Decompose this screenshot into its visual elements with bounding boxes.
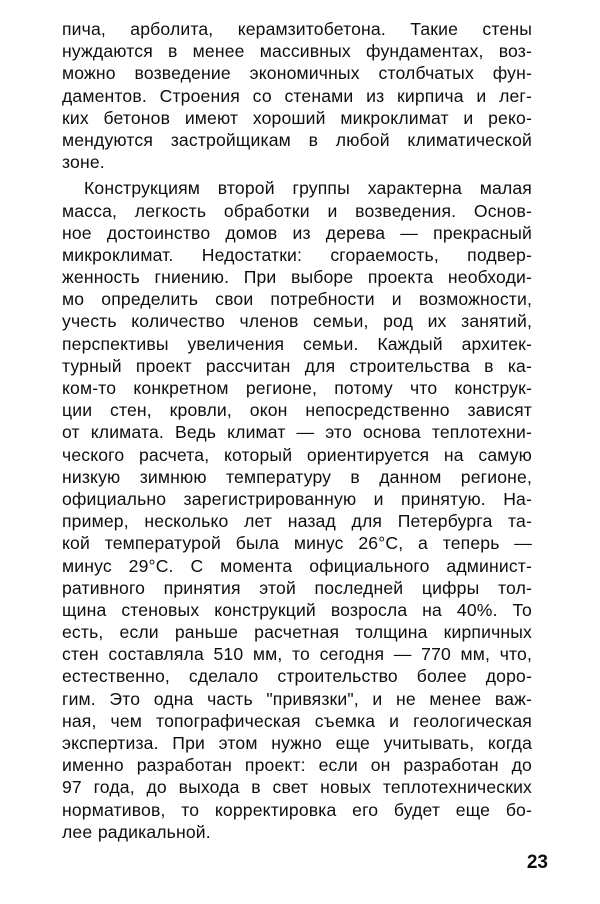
- paragraph-1: [62, 18, 532, 173]
- text-line: ких бетонов имеют хороший микроклимат и реко-: [62, 107, 532, 128]
- text-line: пича, арболита, керамзитобетона. Такие стены: [62, 19, 532, 39]
- text-line: щина стеновых конструкций возросла на 40%. То: [62, 599, 532, 620]
- text-line: кой температурой была минус 26°С, а теперь —: [62, 533, 532, 554]
- text-line: официально зарегистрированную и принятую. На-: [62, 488, 532, 509]
- text-line: экспертиза. При этом нужно еще учитывать, когда: [62, 733, 532, 753]
- text-line: зоне.: [62, 152, 105, 173]
- text-line: ком-то конкретном регионе, потому что конструк-: [62, 378, 532, 398]
- text-line: минус 29°С. С момента официального админист-: [62, 555, 532, 576]
- text-line: мо определить свои потребности и возможности,: [62, 289, 532, 310]
- text-line: есть, если раньше расчетная толщина кирпичных: [62, 622, 532, 643]
- text-line: микроклимат. Недостатки: сгораемость, подвер-: [62, 244, 532, 265]
- paragraph-2: [62, 177, 532, 843]
- text-line: нуждаются в менее массивных фундаментах, воз-: [62, 41, 532, 62]
- text-line: пример, несколько лет назад для Петербурга та-: [62, 511, 532, 532]
- text-line: ративного принятия этой последней цифры тол-: [62, 577, 532, 598]
- text-line: даментов. Строения со стенами из кирпича и лег-: [62, 85, 532, 106]
- text-line: ции стен, кровли, окон непосредственно зависят: [62, 400, 532, 421]
- text-line: стен составляла 510 мм, то сегодня — 770 мм, что,: [62, 644, 532, 665]
- text-line: учесть количество членов семьи, род их занятий,: [62, 311, 532, 332]
- text-line: масса, легкость обработки и возведения. Основ-: [62, 200, 532, 221]
- text-line: можно возведение экономичных столбчатых фун-: [62, 63, 532, 84]
- text-line: естественно, сделало строительство более доро-: [62, 666, 532, 687]
- text-line: нормативов, то корректировка его будет еще бо-: [62, 799, 532, 820]
- text-line: Конструкциям второй группы характерна малая: [84, 178, 532, 199]
- text-line: низкую зимнюю температуру в данном регионе,: [62, 466, 532, 487]
- text-line: ческого расчета, который ориентируется на самую: [62, 444, 532, 465]
- text-line: лее радикальной.: [62, 821, 211, 842]
- text-line: гим. Это одна часть "привязки", и не менее важ-: [62, 688, 532, 709]
- text-line: ная, чем топографическая съемка и геологическая: [62, 710, 532, 731]
- text-line: перспективы увеличения семьи. Каждый архитек-: [62, 333, 532, 354]
- text-line: от климата. Ведь климат — это основа теплотехни-: [62, 422, 532, 443]
- page-number: 23: [526, 852, 548, 873]
- text-line: турный проект рассчитан для строительства в ка-: [62, 355, 532, 376]
- body-text: [62, 18, 532, 843]
- text-line: мендуются застройщикам в любой климатической: [62, 129, 532, 150]
- text-line: 97 года, до выхода в свет новых теплотехнических: [62, 777, 532, 798]
- text-line: именно разработан проект: если он разработан до: [62, 755, 532, 776]
- text-line: женность гниению. При выборе проекта необходи-: [62, 267, 532, 288]
- text-line: ное достоинство домов из дерева — прекрасный: [62, 222, 532, 243]
